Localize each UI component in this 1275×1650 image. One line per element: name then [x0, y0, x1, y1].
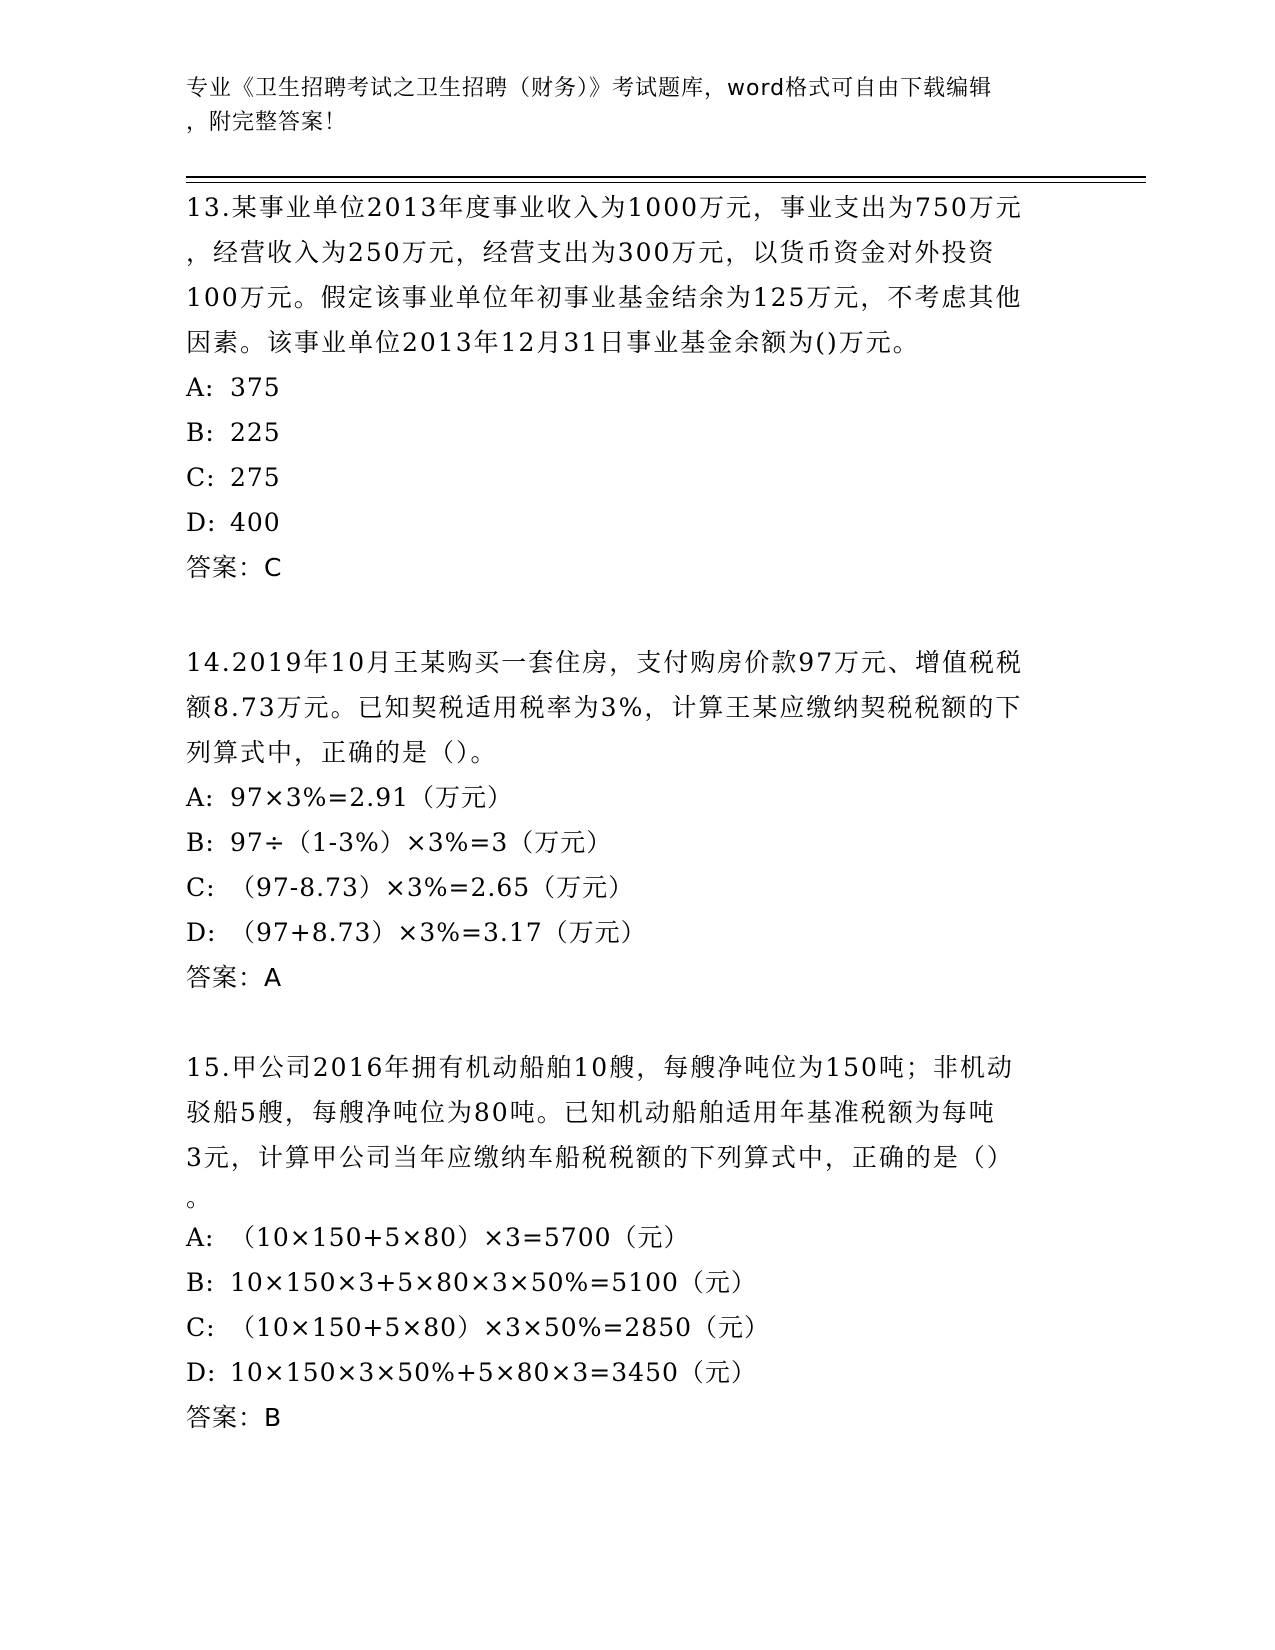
- option-label: D:: [186, 1358, 217, 1387]
- option-b: [186, 410, 1086, 455]
- header-line-1: 专业《卫生招聘考试之卫生招聘（财务）》考试题库，word格式可自由下载编辑: [186, 76, 993, 101]
- header-divider-thick: [186, 176, 1146, 178]
- option-text: （97-8.73）×3%=2.65（万元）: [230, 873, 635, 902]
- option-label: A:: [186, 1223, 215, 1252]
- option-text: （10×150+5×80）×3×50%=2850（元）: [230, 1313, 771, 1342]
- question-text-line: 14.2019年10月王某购买一套住房，支付购房价款97万元、增值税税: [186, 648, 1024, 677]
- option-label: A:: [186, 373, 215, 402]
- option-label: A:: [186, 783, 215, 812]
- option-text: 225: [230, 418, 281, 447]
- header-divider-thin: [186, 182, 1146, 183]
- answer-line: 答案：B: [186, 1403, 283, 1432]
- question-text-line: ，经营收入为250万元，经营支出为300万元，以货币资金对外投资: [186, 238, 996, 267]
- option-text: （97+8.73）×3%=3.17（万元）: [230, 918, 647, 947]
- option-label: B:: [186, 1268, 215, 1297]
- question-text-line: 3元，计算甲公司当年应缴纳车船税税额的下列算式中，正确的是（）: [186, 1143, 1014, 1172]
- option-a: [186, 365, 1086, 410]
- option-label: C:: [186, 873, 216, 902]
- option-a: [186, 1215, 1086, 1260]
- document-header: [186, 72, 1066, 140]
- option-text: 400: [230, 508, 281, 537]
- option-d: [186, 500, 1086, 545]
- option-b: [186, 820, 1086, 865]
- option-c: [186, 1305, 1086, 1350]
- header-line-2: ，附完整答案！: [186, 110, 348, 135]
- question-text-line: 列算式中，正确的是（）。: [186, 738, 498, 767]
- question-text-line: 因素。该事业单位2013年12月31日事业基金余额为()万元。: [186, 328, 920, 357]
- question-text-line: 。: [186, 1183, 214, 1212]
- option-d: [186, 910, 1086, 955]
- question-14: [186, 640, 1086, 1000]
- option-label: B:: [186, 828, 215, 857]
- option-text: 97÷（1-3%）×3%=3（万元）: [230, 828, 613, 857]
- option-label: B:: [186, 418, 215, 447]
- option-label: D:: [186, 918, 217, 947]
- question-15: [186, 1045, 1086, 1440]
- option-c: [186, 455, 1086, 500]
- question-text-line: 15.甲公司2016年拥有机动船舶10艘，每艘净吨位为150吨；非机动: [186, 1053, 1014, 1082]
- option-a: [186, 775, 1086, 820]
- option-c: [186, 865, 1086, 910]
- option-text: 10×150×3+5×80×3×50%=5100（元）: [230, 1268, 757, 1297]
- question-text-line: 额8.73万元。已知契税适用税率为3%，计算王某应缴纳契税税额的下: [186, 693, 1023, 722]
- option-text: 97×3%=2.91（万元）: [230, 783, 514, 812]
- option-text: （10×150+5×80）×3=5700（元）: [230, 1223, 690, 1252]
- option-text: 375: [230, 373, 281, 402]
- question-13: [186, 185, 1086, 590]
- question-text-line: 驳船5艘，每艘净吨位为80吨。已知机动船舶适用年基准税额为每吨: [186, 1098, 996, 1127]
- option-label: D:: [186, 508, 217, 537]
- option-label: C:: [186, 463, 216, 492]
- option-d: [186, 1350, 1086, 1395]
- answer-line: 答案：A: [186, 963, 283, 992]
- option-label: C:: [186, 1313, 216, 1342]
- option-text: 275: [230, 463, 281, 492]
- question-text-line: 100万元。假定该事业单位年初事业基金结余为125万元，不考虑其他: [186, 283, 1023, 312]
- question-text-line: 13.某事业单位2013年度事业收入为1000万元，事业支出为750万元: [186, 193, 1023, 222]
- answer-line: 答案：C: [186, 553, 283, 582]
- option-b: [186, 1260, 1086, 1305]
- option-text: 10×150×3×50%+5×80×3=3450（元）: [230, 1358, 757, 1387]
